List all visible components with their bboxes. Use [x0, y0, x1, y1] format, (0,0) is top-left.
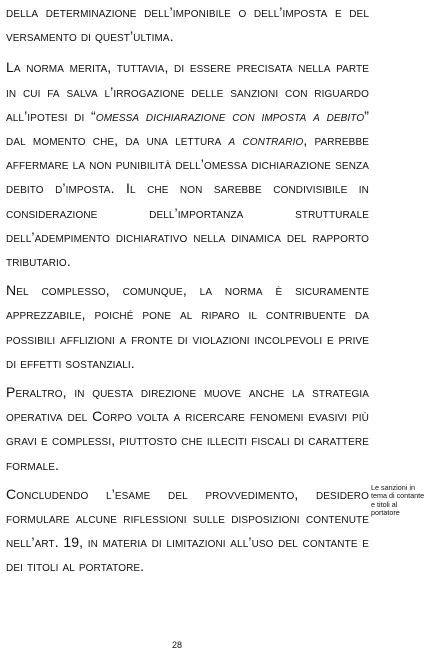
paragraph-2 [6, 55, 369, 273]
paragraph-5 [6, 482, 369, 579]
text-run: Concludendo l’esame del provvedimento, desidero formulare alcune riflessioni sulle disposizioni contenute nell’art. 19, in materia di limitazioni all’uso del contante e dei titoli al portatore. [6, 485, 369, 575]
emphasis-quote: omessa dichiarazione con imposta a debito [95, 107, 365, 124]
text-run: ” dal momento che, da una lettura [6, 107, 369, 149]
text-run: Nel complesso, comunque, la norma è sicuramente apprezzabile, poiché pone al riparo il contribuente da possibili afflizioni a fronte di violazioni incolpevoli e prive di effetti sostanziali. [6, 282, 369, 371]
paragraph-1 [6, 0, 369, 48]
text-run: della determinazione dell’imponibile o dell’imposta e del versamento di quest’ultima. [6, 4, 369, 45]
emphasis-latin: a contrario [228, 132, 304, 149]
paragraph-3 [6, 278, 369, 375]
margin-note: Le sanzioni in tema di contante e titoli al portatore [371, 483, 425, 518]
page-number: 28 [171, 640, 182, 650]
paragraph-4 [6, 380, 369, 477]
text-run: , parrebbe affermare la non punibilità dell’omessa dichiarazione senza debito d’imposta. Il che non sarebbe condivisibile in considerazione dell’importanza strutturale dell’adempimento dichiarativo nella dinamica del rapporto tributario. [6, 132, 369, 270]
text-run: Peraltro, in questa direzione muove anche la strategia operativa del Corpo volta a ricercare fenomeni evasivi più gravi e complessi, piuttosto che illeciti fiscali di carattere formale. [6, 384, 369, 473]
body-text [6, 0, 369, 584]
text-run: La norma merita, tuttavia, di essere precisata nella parte in cui fa salva l’irrogazione delle sanzioni con riguardo all’ipotesi di “ [6, 59, 369, 124]
